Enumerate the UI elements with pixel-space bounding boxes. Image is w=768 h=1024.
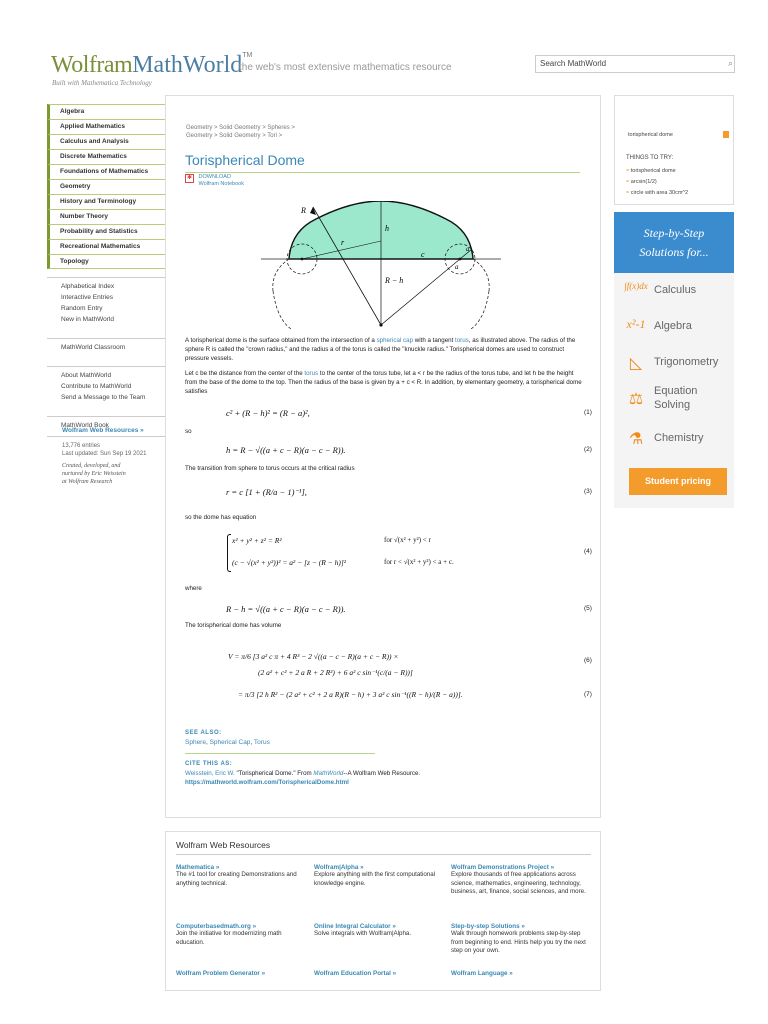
alpha-query[interactable]: torispherical dome [628,132,673,138]
text-span: to the center of the torus tube, let a < r be the radius of the torus tube, and let h be the height from the base of the dome to the top. Then the radius of the base is given by a + c < R. In addition, by elementary geometry, a torispherical dome satisfies [185,370,582,395]
resource-link[interactable]: Wolfram Demonstrations Project » [451,864,555,871]
link-spherical-cap[interactable]: spherical cap [376,337,414,344]
subject-label: Algebra [654,320,692,332]
nav-link[interactable]: Send a Message to the Team [61,394,146,401]
resource-description: Solve integrals with Wolfram|Alpha. [314,930,412,937]
step-by-step-ad[interactable] [614,212,734,508]
author-link[interactable]: Weisstein, Eric W. [185,770,235,777]
equation-4a-condition: for √(x² + y²) < r [384,536,431,544]
nav-topic[interactable]: Algebra [47,104,165,119]
resource-item [314,970,449,977]
things-to-try-heading: THINGS TO TRY: [626,155,674,161]
x-squared-icon: x²-1 [626,317,646,331]
nav-topic[interactable]: Topology [47,254,165,269]
nav-link-classroom[interactable]: MathWorld Classroom [61,344,126,351]
title-divider [185,172,580,173]
subject-trigonometry[interactable] [614,345,734,381]
triangle-icon: ◺ [629,355,643,372]
label-a: a [455,263,459,271]
download-notebook-button[interactable] [185,174,244,188]
resource-link[interactable]: Wolfram Education Portal » [314,970,397,977]
subject-label: Equation Solving [654,385,698,411]
credit-line: at Wolfram Research [62,479,113,485]
resource-link[interactable]: Online Integral Calculator » [314,923,396,930]
entry-count: 13,776 entries [62,443,101,449]
alpha-go-icon[interactable] [723,131,729,138]
resource-item [451,864,586,897]
label-c: c [421,250,425,259]
nav-group-classroom [47,338,165,358]
nav-link[interactable]: Contribute to MathWorld [61,383,132,390]
text-span: --A Wolfram Web Resource. [343,770,421,777]
label-R: R [301,206,306,215]
equation-4b: (c − √(x² + y²))² = a² − [z − (R − h)]² [232,558,347,567]
nav-topic[interactable]: Foundations of Mathematics [47,164,165,179]
nav-link[interactable]: About MathWorld [61,372,112,379]
resource-link[interactable]: Wolfram Language » [451,970,513,977]
text-span: Let c be the distance from the center of the [185,370,305,377]
subject-label: Chemistry [654,432,704,444]
subject-label: Trigonometry [654,356,719,368]
equation-number: (4) [584,548,592,555]
logo-trademark: TM [242,52,253,59]
nav-topic[interactable]: Recreational Mathematics [47,239,165,254]
wolfram-web-resources [165,831,601,991]
text-span: with a tangent [413,337,456,344]
equation-6b: (2 a² + c² + 2 a R + 2 R²) + 6 a² c sin⁻¹(c/(a − R))] [258,668,413,677]
logo-mathworld: MathWorld [132,52,243,78]
step-by-step-banner [614,212,734,273]
subject-label: Calculus [654,284,697,296]
link-torus[interactable]: torus [455,337,469,344]
nav-topic[interactable]: History and Terminology [47,194,165,209]
nav-link[interactable]: Alphabetical Index [61,283,115,290]
resource-item [451,923,586,956]
logo-wolfram: Wolfram [51,52,133,78]
equation-2: h = R − √((a + c − R)(a − c − R)). [226,445,346,455]
balance-icon: ⚖ [628,391,644,408]
equation-3: r = c [1 + (R/a − 1)⁻¹], [226,487,307,497]
text-span: , as illustrated above. The radius of the sphere R is called the "crown radius," and the radius a of the torus is called the "knuckle radius." Torispherical domes are used to construct pressure vessels. [185,337,576,362]
subject-equation-solving[interactable] [614,381,734,417]
divider [185,753,375,754]
search-placeholder: Search MathWorld [540,59,607,68]
mathworld-link[interactable]: MathWorld [313,770,344,777]
see-also-link[interactable]: Sphere [185,739,206,746]
resource-item [314,864,449,888]
site-stats [62,442,146,458]
nav-topic[interactable]: Probability and Statistics [47,224,165,239]
equation-number: (2) [584,446,592,453]
subject-algebra[interactable] [614,309,734,345]
equation-1: c² + (R − h)² = (R − a)², [226,408,310,418]
label-R-minus-h: R − h [385,276,404,285]
equation-number: (6) [584,657,592,664]
article-panel [165,95,601,818]
resource-link[interactable]: Wolfram Problem Generator » [176,970,266,977]
text-dome-equation: so the dome has equation [185,514,257,521]
resource-item [176,864,311,888]
try-item[interactable]: = torispherical dome [626,168,676,174]
wolfram-alpha-box [614,95,734,205]
page-title: Torispherical Dome [185,152,305,168]
see-also-link[interactable]: Spherical Cap [209,739,251,746]
subject-calculus[interactable] [614,273,734,309]
resource-description: Explore anything with the first computational knowledge engine. [314,871,436,887]
resource-link[interactable]: Step-by-step Solutions » [451,923,525,930]
flask-icon: ⚗ [628,431,644,448]
breadcrumb [186,124,295,140]
resource-item [176,923,311,947]
text-volume: The torispherical dome has volume [185,622,282,629]
download-sublabel: Wolfram Notebook [198,181,244,187]
text-span: "Torispherical Dome." From [234,770,314,777]
equation-number: (1) [584,409,592,416]
paragraph-intro [185,336,585,363]
nav-group-about [47,366,165,408]
left-navigation [47,104,165,437]
equation-7: = π/3 [2 h R² − (2 a² + c² + 2 a R)(R − h) + 3 a² c sin⁻¹((R − h)/(R − a))]. [238,690,463,699]
banner-line: Solutions for... [639,245,709,259]
nav-topic[interactable]: Geometry [47,179,165,194]
topic-list [47,104,165,269]
notebook-icon: ✱ [186,175,193,181]
citation [185,769,420,787]
see-also-heading: SEE ALSO: [185,730,222,736]
equation-4b-condition: for r < √(x² + y²) < a + c. [384,558,454,566]
web-resources-link[interactable]: Wolfram Web Resources » [62,427,144,434]
resource-item [314,923,449,939]
nav-topic[interactable]: Discrete Mathematics [47,149,165,164]
mathworld-logo[interactable] [51,52,253,87]
text-where: where [185,585,202,592]
resource-item [451,970,586,977]
brace [227,534,231,572]
paragraph-definitions [185,369,585,396]
label-r: r [341,238,345,247]
link-torus[interactable]: torus [304,370,319,377]
credit-line: nurtured by Eric Weisstein [62,471,126,477]
nav-group-index [47,277,165,330]
see-also-link[interactable]: Torus [253,739,270,746]
equation-6a: V = π/6 [3 a² c π + 4 R³ − 2 √((a − c − R)(a + c − R)) × [228,652,399,661]
integral-icon: ∫f(x)dx [624,281,648,291]
resource-description: Walk through homework problems step-by-step from beginning to end. Hints help you try the next step on your own. [451,930,586,954]
nav-topic[interactable]: Calculus and Analysis [47,134,165,149]
equation-number: (5) [584,605,592,612]
resource-description: Explore thousands of free applications across science, mathematics, engineering, technology, business, art, finance, social sciences, and more. [451,871,586,895]
download-label: DOWNLOAD [198,174,231,180]
nav-link[interactable]: Interactive Entries [61,294,114,301]
breadcrumb-trail[interactable]: Geometry > Solid Geometry > Spheres > [186,125,295,131]
resource-link[interactable]: Computerbasedmath.org » [176,923,257,930]
resource-link[interactable]: Wolfram|Alpha » [314,864,364,871]
text-so: so [185,428,192,435]
nav-topic[interactable]: Number Theory [47,209,165,224]
subject-chemistry[interactable] [614,421,734,457]
nav-link-book[interactable]: MathWorld Book [61,422,109,429]
nav-topic[interactable]: Applied Mathematics [47,119,165,134]
equation-4a: x² + y² + z² = R² [232,536,282,545]
nav-link[interactable]: New in MathWorld [61,316,114,323]
logo-subtitle: Built with Mathematica Technology [52,79,152,87]
text-span: A torispherical dome is the surface obtained from the intersection of a [185,337,377,344]
site-credit [62,462,126,486]
torispherical-dome-figure [261,201,501,329]
label-a: a [466,245,470,253]
student-pricing-button[interactable]: Student pricing [629,468,727,495]
divider [176,854,591,855]
equation-number: (3) [584,488,592,495]
see-also-links: Sphere, Spherical Cap, Torus [185,739,270,746]
credit-line: Created, developed, and [62,463,121,469]
citation-url[interactable]: https://mathworld.wolfram.com/TorisphericalDome.html [185,779,349,786]
try-item[interactable]: = circle with area 30cm^2 [626,190,688,196]
resource-item [176,970,311,977]
search-icon[interactable]: ⌕ [727,58,733,68]
banner-line: Step-by-Step [643,226,705,240]
last-updated: Last updated: Sun Sep 19 2021 [62,451,147,457]
search-input[interactable] [535,55,735,73]
resource-link[interactable]: Mathematica » [176,864,220,871]
cite-heading: CITE THIS AS: [185,761,233,767]
site-tagline: the web's most extensive mathematics resource [239,62,452,73]
breadcrumb-trail[interactable]: Geometry > Solid Geometry > Tori > [186,133,283,139]
equation-number: (7) [584,691,592,698]
equation-5: R − h = √((a + c − R)(a − c − R)). [226,604,346,614]
resource-description: Join the initiative for modernizing math education. [176,930,282,946]
text-transition: The transition from sphere to torus occurs at the critical radius [185,465,355,472]
label-h: h [385,224,389,233]
nav-link[interactable]: Random Entry [61,305,103,312]
resources-heading: Wolfram Web Resources [176,840,271,850]
try-item[interactable]: = arcsin(1/2) [626,179,657,185]
resource-description: The #1 tool for creating Demonstrations and anything technical. [176,871,297,887]
